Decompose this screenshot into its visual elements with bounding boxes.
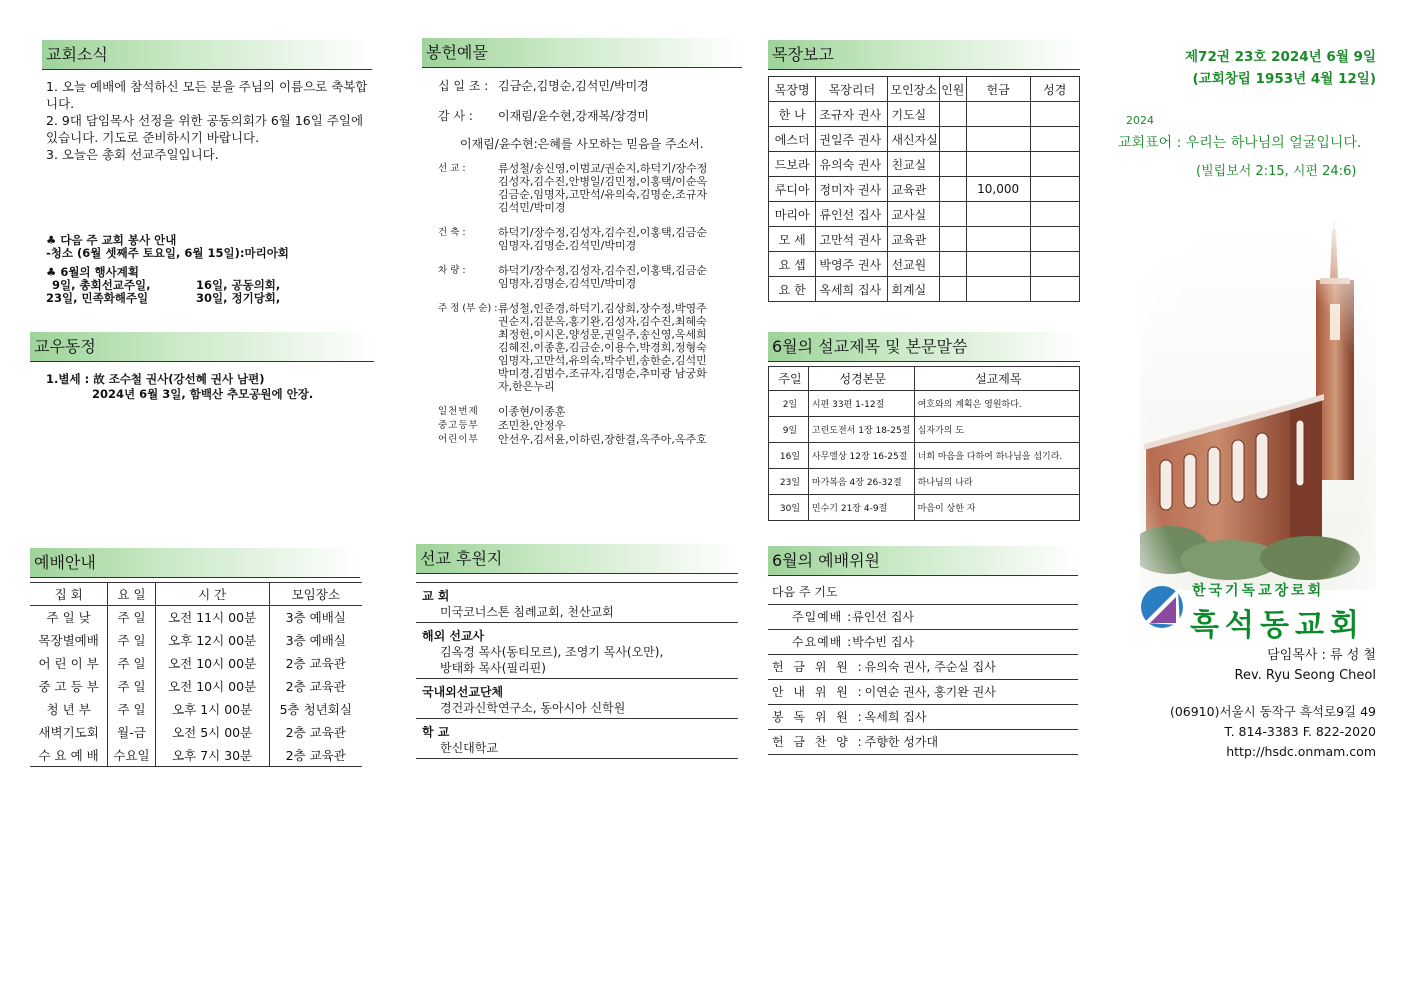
worship-cell: 새벽기도회 <box>30 721 108 744</box>
offering-dept-names: 조민찬,안정우 <box>498 419 566 432</box>
offering-content <box>438 78 738 447</box>
issue-info <box>1140 46 1376 90</box>
worship-cell: 2층 교육관 <box>269 744 362 767</box>
mission-section <box>416 683 738 719</box>
church-building-image <box>1140 220 1376 590</box>
offering-dept-row <box>438 433 738 447</box>
worship-cell: 오후 12시 00분 <box>155 629 269 652</box>
mission-section <box>416 627 738 679</box>
report-cell: 친교실 <box>888 152 939 177</box>
sermon-row <box>769 391 1080 417</box>
offering-group <box>438 302 738 393</box>
mission-header <box>416 544 738 574</box>
worship-cell: 2층 교육관 <box>285 679 346 694</box>
members-line1: 1.별세 : 故 조수철 권사(강선혜 권사 남편) <box>46 372 265 386</box>
sermon-table <box>768 366 1080 521</box>
worship-cell: 목장별예배 <box>30 629 108 652</box>
worship-row <box>30 744 362 767</box>
committee-names: 류인선 집사 <box>852 610 915 624</box>
event-item: 16일, 공동의회, <box>196 278 281 292</box>
sermon-cell: 시편 33편 1-12절 <box>808 391 914 417</box>
committee-row <box>768 630 1078 655</box>
worship-cell: 주 일 <box>108 606 156 629</box>
sermon-cell: 9일 <box>769 417 809 443</box>
sermon-cell: 30일 <box>769 495 809 521</box>
worship-table <box>30 582 362 767</box>
report-row <box>769 102 1080 127</box>
offering-groups <box>438 162 738 393</box>
committee-names: 박수빈 집사 <box>852 635 915 649</box>
worship-cell: 어 린 이 부 <box>30 652 108 675</box>
tithe-value: 김금순,김명순,김석민/박미경 <box>498 79 649 93</box>
offering-dept-names: 안선우,김서윤,이하린,장한결,옥주아,옥주호 <box>498 433 707 446</box>
report-cell <box>939 202 966 227</box>
report-cell <box>1030 102 1079 127</box>
report-cell: 한 나 <box>769 102 816 127</box>
sermon-cell: 2일 <box>769 391 809 417</box>
report-cell <box>1030 227 1079 252</box>
report-cell <box>1030 127 1079 152</box>
offering-group-names: 하덕기/장수정,김성자,김수진,이홍택,김금순 임명자,김명순,김석민/박미경 <box>498 264 707 290</box>
offering-title: 봉헌예물 <box>426 43 488 62</box>
members-header <box>30 332 374 362</box>
offering-dept-row <box>438 419 738 433</box>
mission-section-title: 국내외선교단체 <box>422 685 504 699</box>
worship-cell: 오전 5시 00분 <box>155 721 269 744</box>
report-cell <box>966 202 1030 227</box>
report-cell: 교육관 <box>888 227 939 252</box>
report-cell: 교육관 <box>888 177 939 202</box>
sermon-row <box>769 495 1080 521</box>
report-table <box>768 76 1080 302</box>
website-link[interactable]: http://hsdc.onmam.com <box>1226 744 1376 759</box>
sermon-cell: 너희 마음을 다하여 하나님을 섬기라. <box>914 443 1079 469</box>
worship-cell: 2층 교육관 <box>285 725 346 740</box>
motto: 교회표어 : 우리는 하나님의 얼굴입니다. <box>1118 135 1362 151</box>
sermon-cell: 민수기 21장 4-9절 <box>808 495 914 521</box>
report-cell: 고만석 권사 <box>816 227 888 252</box>
offering-group <box>438 226 738 252</box>
members-line2: 2024년 6월 3일, 함백산 추모공원에 안장. <box>92 387 314 401</box>
event-row <box>46 292 372 305</box>
founded-line: (교회창립 1953년 4월 12일) <box>1192 71 1376 87</box>
committee-row <box>768 605 1078 630</box>
sermon-col-header: 설교제목 <box>914 367 1079 391</box>
report-cell <box>1030 177 1079 202</box>
worship-cell: 주 일 <box>108 675 156 698</box>
sermon-cell: 마가복음 4장 26-32절 <box>808 469 914 495</box>
report-row <box>769 252 1080 277</box>
logo-icon <box>1140 585 1184 629</box>
mission-section <box>416 587 738 623</box>
report-row <box>769 127 1080 152</box>
report-cell <box>966 127 1030 152</box>
committee-role: 주일예배 : <box>792 610 853 624</box>
denomination: 한국기독교장로회 <box>1192 583 1325 599</box>
offering-dept-row <box>438 405 738 419</box>
sermon-cell: 16일 <box>769 443 809 469</box>
report-cell: 루디아 <box>769 177 816 202</box>
sermon-cell: 고린도전서 1장 18-25절 <box>808 417 914 443</box>
committee-names: 주향한 성가대 <box>864 735 939 749</box>
year-label: 2024 <box>1126 114 1154 127</box>
report-cell <box>966 152 1030 177</box>
report-cell: 권일주 권사 <box>816 127 888 152</box>
pastor-ko: 담임목사 : 류 성 철 <box>1267 648 1376 663</box>
worship-header <box>30 548 360 578</box>
mission-section-line: 경건과신학연구소, 동아시아 신학원 <box>440 701 626 715</box>
mission-section-title: 교 회 <box>422 589 450 603</box>
worship-cell: 오전 10시 00분 <box>155 652 269 675</box>
report-col-header: 목장명 <box>769 77 816 102</box>
church-logo <box>1140 585 1184 629</box>
worship-cell: 수 요 예 배 <box>30 744 108 767</box>
mission-section-line: 김옥경 목사(동티모르), 조영기 목사(오만), <box>440 645 664 659</box>
report-cell <box>939 252 966 277</box>
offering-dept-names: 이종현/이종훈 <box>498 405 566 418</box>
report-cell <box>1030 252 1079 277</box>
report-row <box>769 152 1080 177</box>
offering-dept-label: 중고등부 <box>438 420 479 431</box>
service-line: -청소 (6월 셋째주 토요일, 6월 15일):마리아회 <box>46 246 289 260</box>
offering-group-label: 선 교 : <box>438 163 466 174</box>
members-content <box>46 372 376 402</box>
issue-line: 제72권 23호 2024년 6월 9일 <box>1185 49 1376 65</box>
report-cell: 회계실 <box>888 277 939 302</box>
report-col-header: 목장리더 <box>816 77 888 102</box>
committee-row <box>768 680 1078 705</box>
sermon-cell: 사무엘상 12장 16-25절 <box>808 443 914 469</box>
committee-row <box>768 730 1078 755</box>
committee-names: 옥세희 집사 <box>864 710 927 724</box>
events-heading: ♣ 6월의 행사계획 <box>46 265 139 279</box>
sermon-row <box>769 443 1080 469</box>
news-item: 3. 오늘은 총회 선교주일입니다. <box>46 147 219 162</box>
committee-row <box>768 705 1078 730</box>
offering-group-label: 건 축 : <box>438 227 466 238</box>
sermon-cell: 십자가의 도 <box>914 417 1079 443</box>
church-illustration <box>1140 220 1376 590</box>
worship-cell: 수요일 <box>108 744 156 767</box>
members-title: 교우동정 <box>34 337 96 356</box>
offering-dept <box>438 405 738 447</box>
report-col-header: 성경 <box>1030 77 1079 102</box>
report-cell <box>966 277 1030 302</box>
report-cell: 새신자실 <box>888 127 939 152</box>
report-cell: 정미자 권사 <box>816 177 888 202</box>
motto-verse: (빌립보서 2:15, 시편 24:6) <box>1196 164 1357 179</box>
report-cell <box>966 102 1030 127</box>
committee-row <box>768 655 1078 680</box>
news-item: 1. 오늘 예배에 참석하신 모든 분을 주님의 이름으로 축복합니다. <box>46 79 368 111</box>
report-cell: 유의숙 권사 <box>816 152 888 177</box>
report-cell: 요 셉 <box>769 252 816 277</box>
news-list <box>46 78 372 163</box>
worship-cell: 오후 1시 00분 <box>155 698 269 721</box>
report-cell: 조규자 권사 <box>816 102 888 127</box>
report-header <box>768 40 1080 70</box>
committee-content <box>768 580 1078 755</box>
committee-role: 헌 금 찬 양 : <box>772 735 865 749</box>
report-cell <box>939 102 966 127</box>
thanks-label: 감 사 : <box>438 109 473 123</box>
offering-header <box>422 38 742 68</box>
offering-group-names: 류성철/송신영,이범교/권순지,하덕기/장수정 김성자,김수진,안병일/김민정,이홍택/이순옥 김금순,임명자,고만석/유의숙,김명순,조규자 김석민/박미경 <box>498 162 708 214</box>
sermon-cell: 여호와의 계획은 영원하다. <box>914 391 1079 417</box>
report-cell: 드보라 <box>769 152 816 177</box>
report-row <box>769 227 1080 252</box>
mission-section <box>416 723 738 759</box>
report-cell: 에스더 <box>769 127 816 152</box>
contact-block <box>1110 702 1376 762</box>
committee-role: 헌 금 위 원 : <box>772 660 865 674</box>
offering-group-names: 류성철,인준경,하덕기,김상희,장수정,박영주 권순지,김분옥,홍기완,김성자,김수진,최혜숙 최정헌,이시온,양성문,권일주,송신영,옥세희 김혜진,이종훈,김금순,이용수,박경희,정형숙 임명자,고만석,유의숙,박수빈,송한순,김석민 박미경,김범수,조규자,김명순,추미광 남궁화자,한은누리 <box>498 302 707 393</box>
worship-row <box>30 652 362 675</box>
report-cell: 10,000 <box>966 177 1030 202</box>
tithe-label: 십 일 조 : <box>438 79 489 93</box>
offering-group-label: 주 정 (부 순) : <box>438 303 498 314</box>
worship-cell: 월-금 <box>108 721 156 744</box>
committee-names: 유의숙 권사, 주순실 집사 <box>864 660 996 674</box>
committee-header <box>768 546 1078 576</box>
sermon-cell: 23일 <box>769 469 809 495</box>
committee-title: 6월의 예배위원 <box>772 551 881 570</box>
service-notice <box>46 234 372 305</box>
worship-cell: 5층 청년회실 <box>279 702 352 717</box>
worship-row <box>30 675 362 698</box>
thanks-value: 이재림/윤수현,강재복/장경미 <box>498 109 650 123</box>
report-row <box>769 202 1080 227</box>
committee-names: 이연순 권사, 홍기완 권사 <box>864 685 996 699</box>
sermon-row <box>769 417 1080 443</box>
worship-cell: 오전 11시 00분 <box>155 606 269 629</box>
worship-row <box>30 721 362 744</box>
mission-title: 선교 후원지 <box>420 549 503 568</box>
sermon-cell: 마음이 상한 자 <box>914 495 1079 521</box>
pastor-block <box>1140 646 1376 686</box>
report-col-header: 인원 <box>939 77 966 102</box>
offering-dept-label: 어린이부 <box>438 434 479 445</box>
pastor-en: Rev. Ryu Seong Cheol <box>1234 668 1376 683</box>
mission-section-title: 해외 선교사 <box>422 629 485 643</box>
sermon-col-header: 성경본문 <box>808 367 914 391</box>
worship-col-header: 시 간 <box>155 583 269 606</box>
committee-role: 봉 독 위 원 : <box>772 710 865 724</box>
report-cell <box>1030 277 1079 302</box>
report-cell <box>939 177 966 202</box>
worship-cell: 오전 10시 00분 <box>155 675 269 698</box>
mission-section-line: 미국코너스톤 침례교회, 천산교회 <box>440 605 614 619</box>
worship-col-header: 집 회 <box>30 583 108 606</box>
worship-col-header: 모임장소 <box>269 583 362 606</box>
worship-title: 예배안내 <box>34 553 96 572</box>
worship-cell: 3층 예배실 <box>285 633 346 648</box>
report-cell <box>939 127 966 152</box>
report-cell <box>939 152 966 177</box>
worship-cell: 청 년 부 <box>30 698 108 721</box>
worship-col-header: 요 일 <box>108 583 156 606</box>
mission-section-title: 학 교 <box>422 725 450 739</box>
report-cell: 박영주 권사 <box>816 252 888 277</box>
report-cell: 류인선 집사 <box>816 202 888 227</box>
news-item: 2. 9대 담임목사 선정을 위한 공동의회가 6월 16일 주일에 있습니다. 기도로 준비하시기 바랍니다. <box>46 113 364 145</box>
offering-group <box>438 264 738 290</box>
report-cell: 모 세 <box>769 227 816 252</box>
report-cell: 선교원 <box>888 252 939 277</box>
report-cell <box>966 227 1030 252</box>
news-title: 교회소식 <box>46 45 108 64</box>
event-item: 30일, 정기당회, <box>196 291 281 305</box>
worship-cell: 3층 예배실 <box>285 610 346 626</box>
report-cell <box>966 252 1030 277</box>
thanks-note: 이재림/윤수현:은혜를 사모하는 믿음을 주소서. <box>460 137 704 151</box>
worship-cell: 중 고 등 부 <box>30 675 108 698</box>
report-cell: 마리아 <box>769 202 816 227</box>
event-item: 9일, 총회선교주일, <box>52 278 151 292</box>
report-cell: 교사실 <box>888 202 939 227</box>
phone: T. 814-3383 F. 822-2020 <box>1224 724 1376 739</box>
report-row <box>769 177 1080 202</box>
worship-cell: 주 일 낮 <box>30 606 108 629</box>
report-cell <box>939 227 966 252</box>
committee-role: 수요예배 : <box>792 635 853 649</box>
worship-cell: 주 일 <box>108 629 156 652</box>
offering-group <box>438 162 738 214</box>
prayer-label: 다음 주 기도 <box>768 580 1078 605</box>
sermon-row <box>769 469 1080 495</box>
worship-cell: 오후 7시 30분 <box>155 744 269 767</box>
worship-row <box>30 629 362 652</box>
worship-cell: 주 일 <box>108 652 156 675</box>
report-cell <box>1030 152 1079 177</box>
report-cell: 요 한 <box>769 277 816 302</box>
worship-row <box>30 698 362 721</box>
sermon-col-header: 주일 <box>769 367 809 391</box>
mission-content <box>416 582 738 759</box>
report-cell: 기도실 <box>888 102 939 127</box>
church-name: 흑석동교회 <box>1190 608 1365 643</box>
address: (06910)서울시 동작구 흑석로9길 49 <box>1169 704 1376 719</box>
mission-section-line: 한신대학교 <box>440 741 498 755</box>
event-item: 23일, 민족화해주일 <box>46 291 149 305</box>
report-cell: 옥세희 집사 <box>816 277 888 302</box>
report-row <box>769 277 1080 302</box>
sermon-cell: 하나님의 나라 <box>914 469 1079 495</box>
report-cell <box>939 277 966 302</box>
news-header <box>42 40 372 70</box>
sermon-title: 6월의 설교제목 및 본문말씀 <box>772 337 968 356</box>
offering-group-label: 차 량 : <box>438 265 466 276</box>
sermon-header <box>768 332 1080 362</box>
report-col-header: 모인장소 <box>888 77 939 102</box>
events-list <box>46 279 372 305</box>
report-title: 목장보고 <box>772 45 834 64</box>
committee-role: 안 내 위 원 : <box>772 685 865 699</box>
offering-group-names: 하덕기/장수정,김성자,김수진,이홍택,김금순 임명자,김명순,김석민/박미경 <box>498 226 707 252</box>
service-heading: ♣ 다음 주 교회 봉사 안내 <box>46 233 177 247</box>
report-col-header: 헌금 <box>966 77 1030 102</box>
report-cell <box>1030 202 1079 227</box>
worship-cell: 주 일 <box>108 698 156 721</box>
worship-cell: 2층 교육관 <box>285 656 346 671</box>
mission-section-line: 방태화 목사(필리핀) <box>440 661 546 675</box>
worship-row <box>30 606 362 629</box>
offering-dept-label: 일천번제 <box>438 406 479 417</box>
